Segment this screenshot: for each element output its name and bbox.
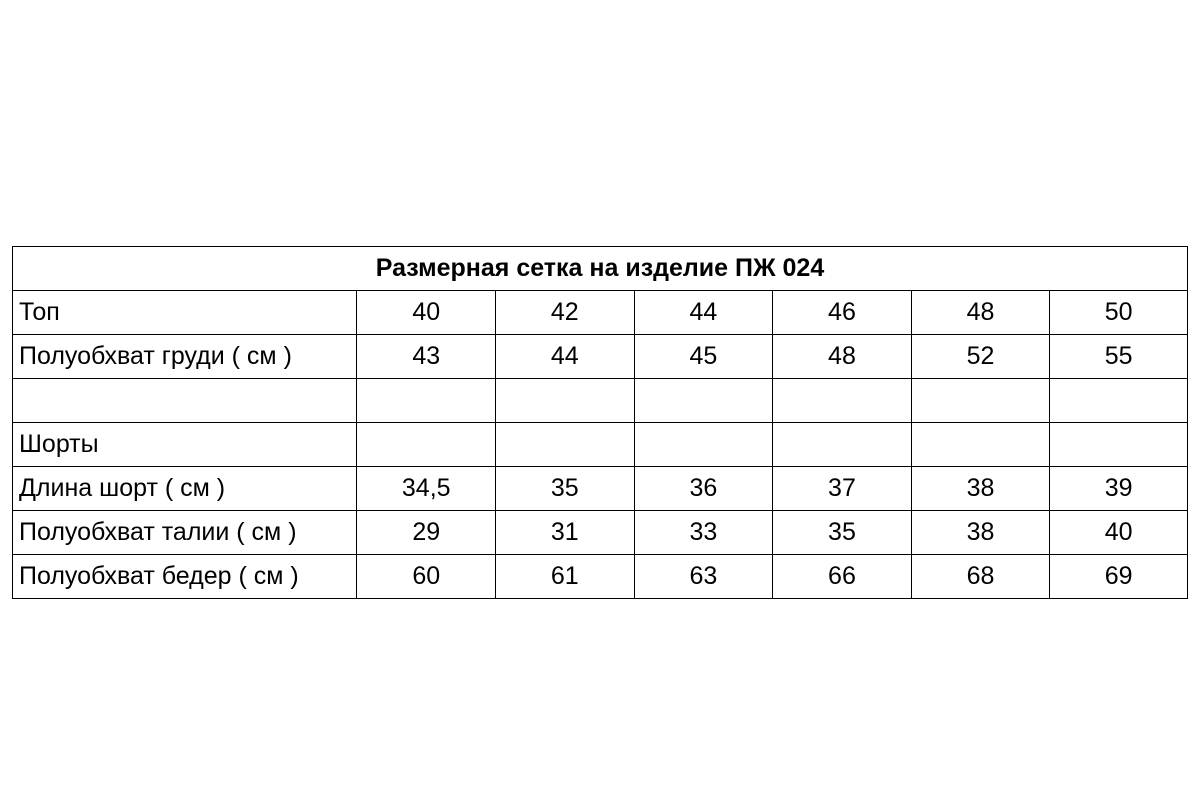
cell-empty xyxy=(1050,379,1188,423)
cell-empty xyxy=(773,379,912,423)
cell-value: 52 xyxy=(911,335,1050,379)
cell-value: 40 xyxy=(1050,511,1188,555)
cell-value: 43 xyxy=(357,335,496,379)
cell-value xyxy=(911,423,1050,467)
cell-value: 38 xyxy=(911,467,1050,511)
cell-empty xyxy=(911,379,1050,423)
table-row xyxy=(13,291,1188,335)
cell-value xyxy=(496,423,635,467)
table-row xyxy=(13,555,1188,599)
table-row-spacer xyxy=(13,379,1188,423)
cell-value: 38 xyxy=(911,511,1050,555)
cell-value: 35 xyxy=(773,511,912,555)
row-label-hips: Полуобхват бедер ( см ) xyxy=(13,555,357,599)
cell-value xyxy=(634,423,773,467)
cell-value: 31 xyxy=(496,511,635,555)
table-row xyxy=(13,423,1188,467)
size-chart-sheet xyxy=(12,246,1188,599)
cell-value: 55 xyxy=(1050,335,1188,379)
row-label-top: Топ xyxy=(13,291,357,335)
cell-empty xyxy=(634,379,773,423)
cell-value: 35 xyxy=(496,467,635,511)
cell-value xyxy=(1050,423,1188,467)
row-label-shorts: Шорты xyxy=(13,423,357,467)
cell-empty xyxy=(13,379,357,423)
cell-value: 48 xyxy=(911,291,1050,335)
cell-value: 37 xyxy=(773,467,912,511)
cell-value xyxy=(357,423,496,467)
cell-value: 61 xyxy=(496,555,635,599)
cell-value: 44 xyxy=(496,335,635,379)
cell-value: 40 xyxy=(357,291,496,335)
cell-empty xyxy=(357,379,496,423)
cell-value: 36 xyxy=(634,467,773,511)
cell-value: 39 xyxy=(1050,467,1188,511)
table-row xyxy=(13,335,1188,379)
table-row xyxy=(13,511,1188,555)
cell-value: 66 xyxy=(773,555,912,599)
cell-value xyxy=(773,423,912,467)
cell-value: 68 xyxy=(911,555,1050,599)
cell-value: 44 xyxy=(634,291,773,335)
cell-value: 60 xyxy=(357,555,496,599)
row-label-shorts-length: Длина шорт ( см ) xyxy=(13,467,357,511)
row-label-bust: Полуобхват груди ( см ) xyxy=(13,335,357,379)
cell-value: 34,5 xyxy=(357,467,496,511)
table-row-title xyxy=(13,247,1188,291)
cell-value: 50 xyxy=(1050,291,1188,335)
cell-value: 46 xyxy=(773,291,912,335)
cell-value: 63 xyxy=(634,555,773,599)
cell-value: 48 xyxy=(773,335,912,379)
size-chart-table xyxy=(12,246,1188,599)
cell-value: 42 xyxy=(496,291,635,335)
cell-empty xyxy=(496,379,635,423)
table-title-cell: Размерная сетка на изделие ПЖ 024 xyxy=(13,247,1188,291)
table-row xyxy=(13,467,1188,511)
row-label-waist: Полуобхват талии ( см ) xyxy=(13,511,357,555)
cell-value: 69 xyxy=(1050,555,1188,599)
cell-value: 45 xyxy=(634,335,773,379)
cell-value: 29 xyxy=(357,511,496,555)
cell-value: 33 xyxy=(634,511,773,555)
